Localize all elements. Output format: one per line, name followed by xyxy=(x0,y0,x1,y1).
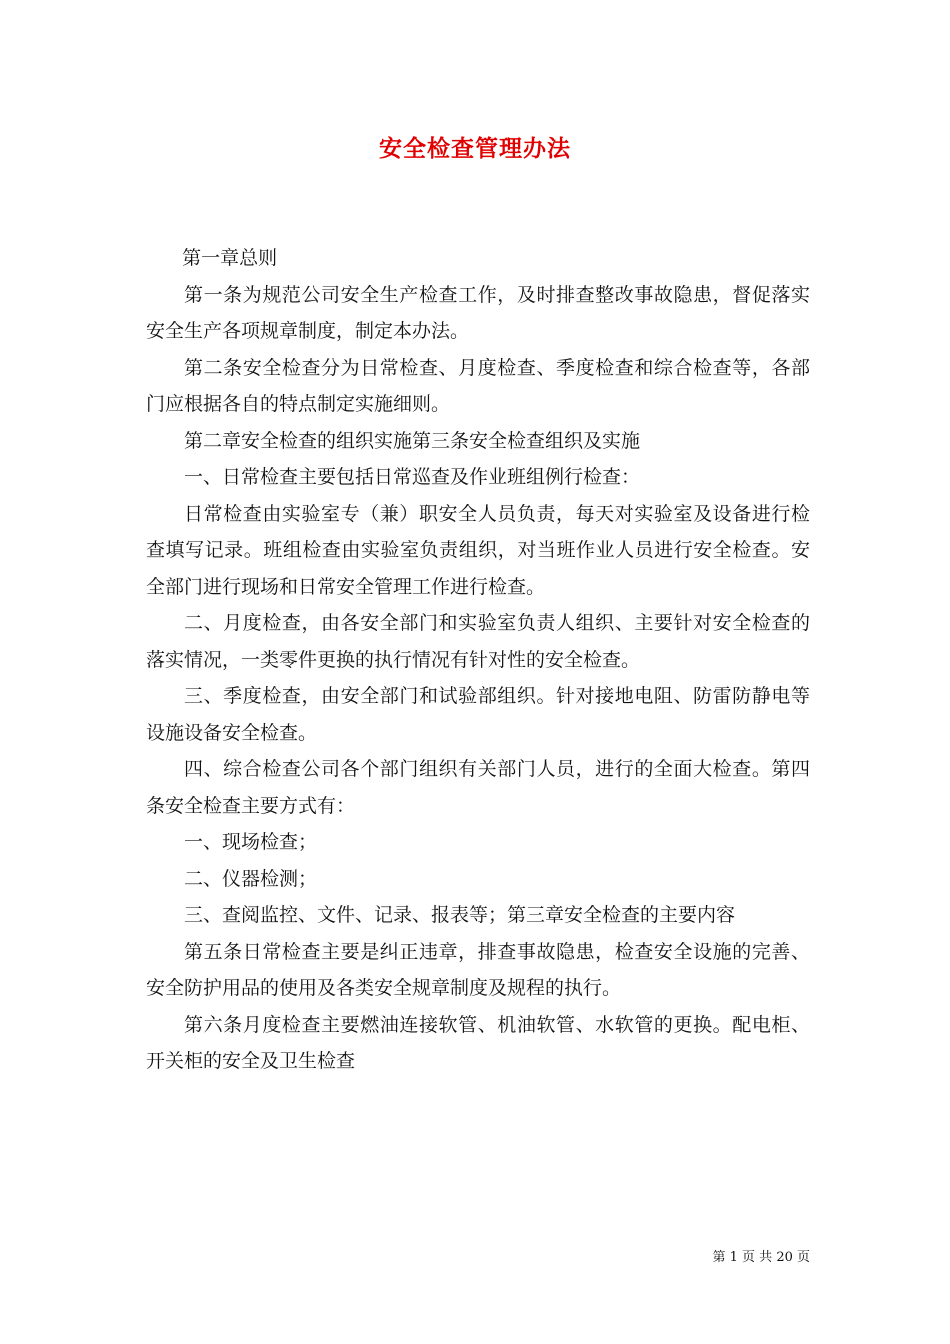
paragraph: 四、综合检查公司各个部门组织有关部门人员，进行的全面大检查。第四条安全检查主要方式有： xyxy=(146,758,810,817)
paragraph: 日常检查由实验室专（兼）职安全人员负责，每天对实验室及设备进行检查填写记录。班组检查由实验室负责组织，对当班作业人员进行安全检查。安全部门进行现场和日常安全管理工作进行检查。 xyxy=(146,502,810,598)
paragraph: 第五条日常检查主要是纠正违章，排查事故隐患，检查安全设施的完善、安全防护用品的使用及各类安全规章制度及规程的执行。 xyxy=(146,940,810,999)
paragraph: 第一条为规范公司安全生产检查工作，及时排查整改事故隐患，督促落实安全生产各项规章制度，制定本办法。 xyxy=(146,283,810,342)
paragraph: 第六条月度检查主要燃油连接软管、机油软管、水软管的更换。配电柜、开关柜的安全及卫生检查 xyxy=(146,1013,810,1072)
document-title: 安全检查管理办法 xyxy=(379,135,571,162)
paragraph: 二、仪器检测； xyxy=(184,867,318,890)
paragraph: 一、日常检查主要包括日常巡查及作业班组例行检查： xyxy=(184,466,641,488)
paragraph: 一、现场检查； xyxy=(184,831,318,853)
document-body xyxy=(146,240,810,1080)
paragraph: 三、季度检查，由安全部门和试验部组织。针对接地电阻、防雷防静电等设施设备安全检查。 xyxy=(146,685,810,744)
paragraph: 第二章安全检查的组织实施第三条安全检查组织及实施 xyxy=(184,429,641,452)
paragraph: 二、月度检查，由各安全部门和实验室负责人组织、主要针对安全检查的落实情况，一类零件更换的执行情况有针对性的安全检查。 xyxy=(146,612,810,671)
chapter-heading: 第一章总则 xyxy=(182,247,278,269)
paragraph: 第二条安全检查分为日常检查、月度检查、季度检查和综合检查等，各部门应根据各自的特点制定实施细则。 xyxy=(146,356,810,415)
paragraph: 三、查阅监控、文件、记录、报表等；第三章安全检查的主要内容 xyxy=(184,904,736,926)
page-number-footer: 第 1 页 共 20 页 xyxy=(712,1250,810,1265)
